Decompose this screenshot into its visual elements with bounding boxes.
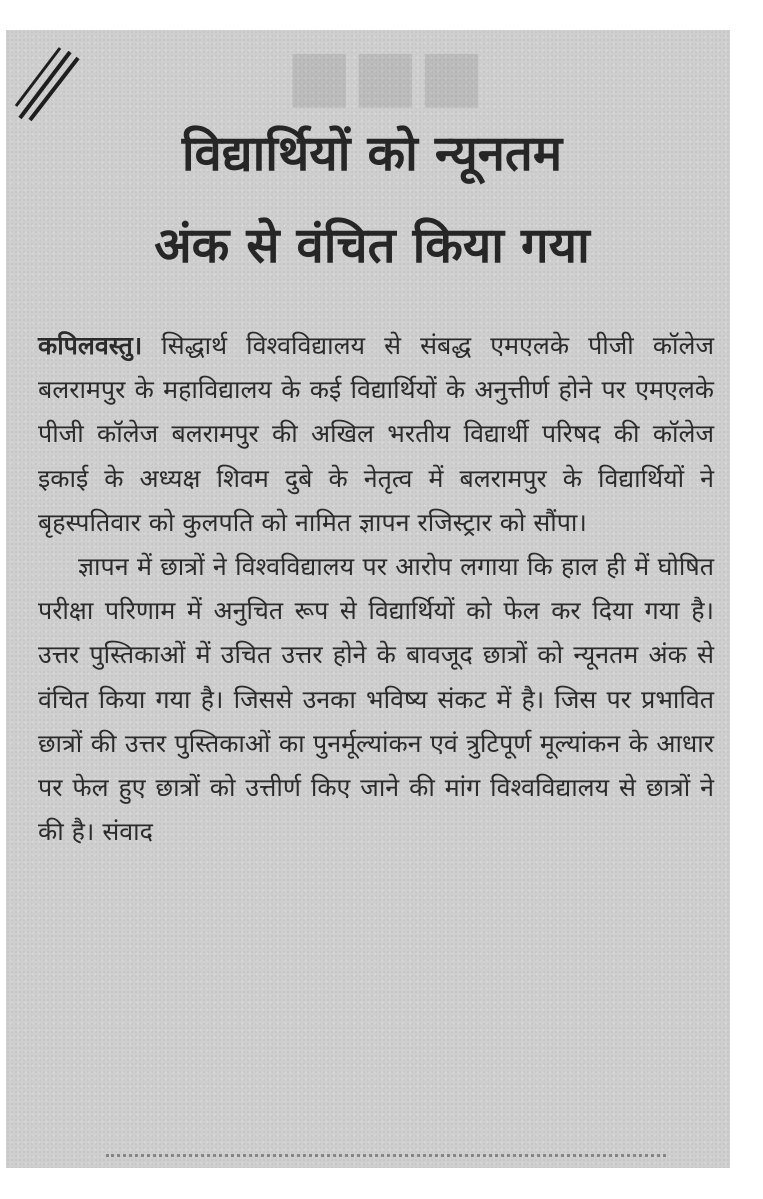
newspaper-clipping bbox=[6, 30, 730, 1168]
headline-line-1: विद्यार्थियों को न्यूनतम bbox=[181, 125, 563, 182]
adjacent-article-bleed: ■■■ bbox=[286, 34, 485, 116]
paragraph-2: ज्ञापन में छात्रों ने विश्वविद्यालय पर आरोप लगाया कि हाल ही में घोषित परीक्षा परिणाम में अनुचित रूप से विद्यार्थियों को फेल कर दिया गया है। उत्तर पुस्तिकाओं में उचित उत्तर होने के बावजूद छात्रों को न्यूनतम अंक से वंचित किया गया है। जिससे उनका भविष्य संकट में है। जिस पर प्रभावित छात्रों की उत्तर पुस्तिकाओं का पुनर्मूल्यांकन एवं त्रुटिपूर्ण मूल्यांकन के आधार पर फेल हुए छात्रों को उत्तीर्ण किए जाने की मांग विश्वविद्यालय से छात्रों ने की है। संवाद bbox=[38, 552, 714, 847]
paragraph-1-text: सिद्धार्थ विश्वविद्यालय से संबद्ध एमएलके पीजी कॉलेज बलरामपुर के महाविद्यालय के कई विद्यार्थियों के अनुत्तीर्ण होने पर एमएलके पीजी कॉलेज बलरामपुर की अखिल भरतीय विद्यार्थी परिषद की कॉलेज इकाई के अध्यक्ष शिवम दुबे के नेतृत्व में बलरामपुर के विद्यार्थियों ने बृहस्पतिवार को कुलपति को नामित ज्ञापन रजिस्ट्रार को सौंपा। bbox=[38, 331, 715, 537]
paragraph-1 bbox=[38, 324, 714, 545]
headline-line-2: अंक से वंचित किया गया bbox=[154, 217, 590, 274]
article-body bbox=[38, 324, 714, 854]
adjacent-article-bleed-bottom bbox=[106, 1154, 666, 1168]
headline bbox=[32, 108, 712, 292]
dateline: कपिलवस्तु। bbox=[38, 331, 143, 360]
